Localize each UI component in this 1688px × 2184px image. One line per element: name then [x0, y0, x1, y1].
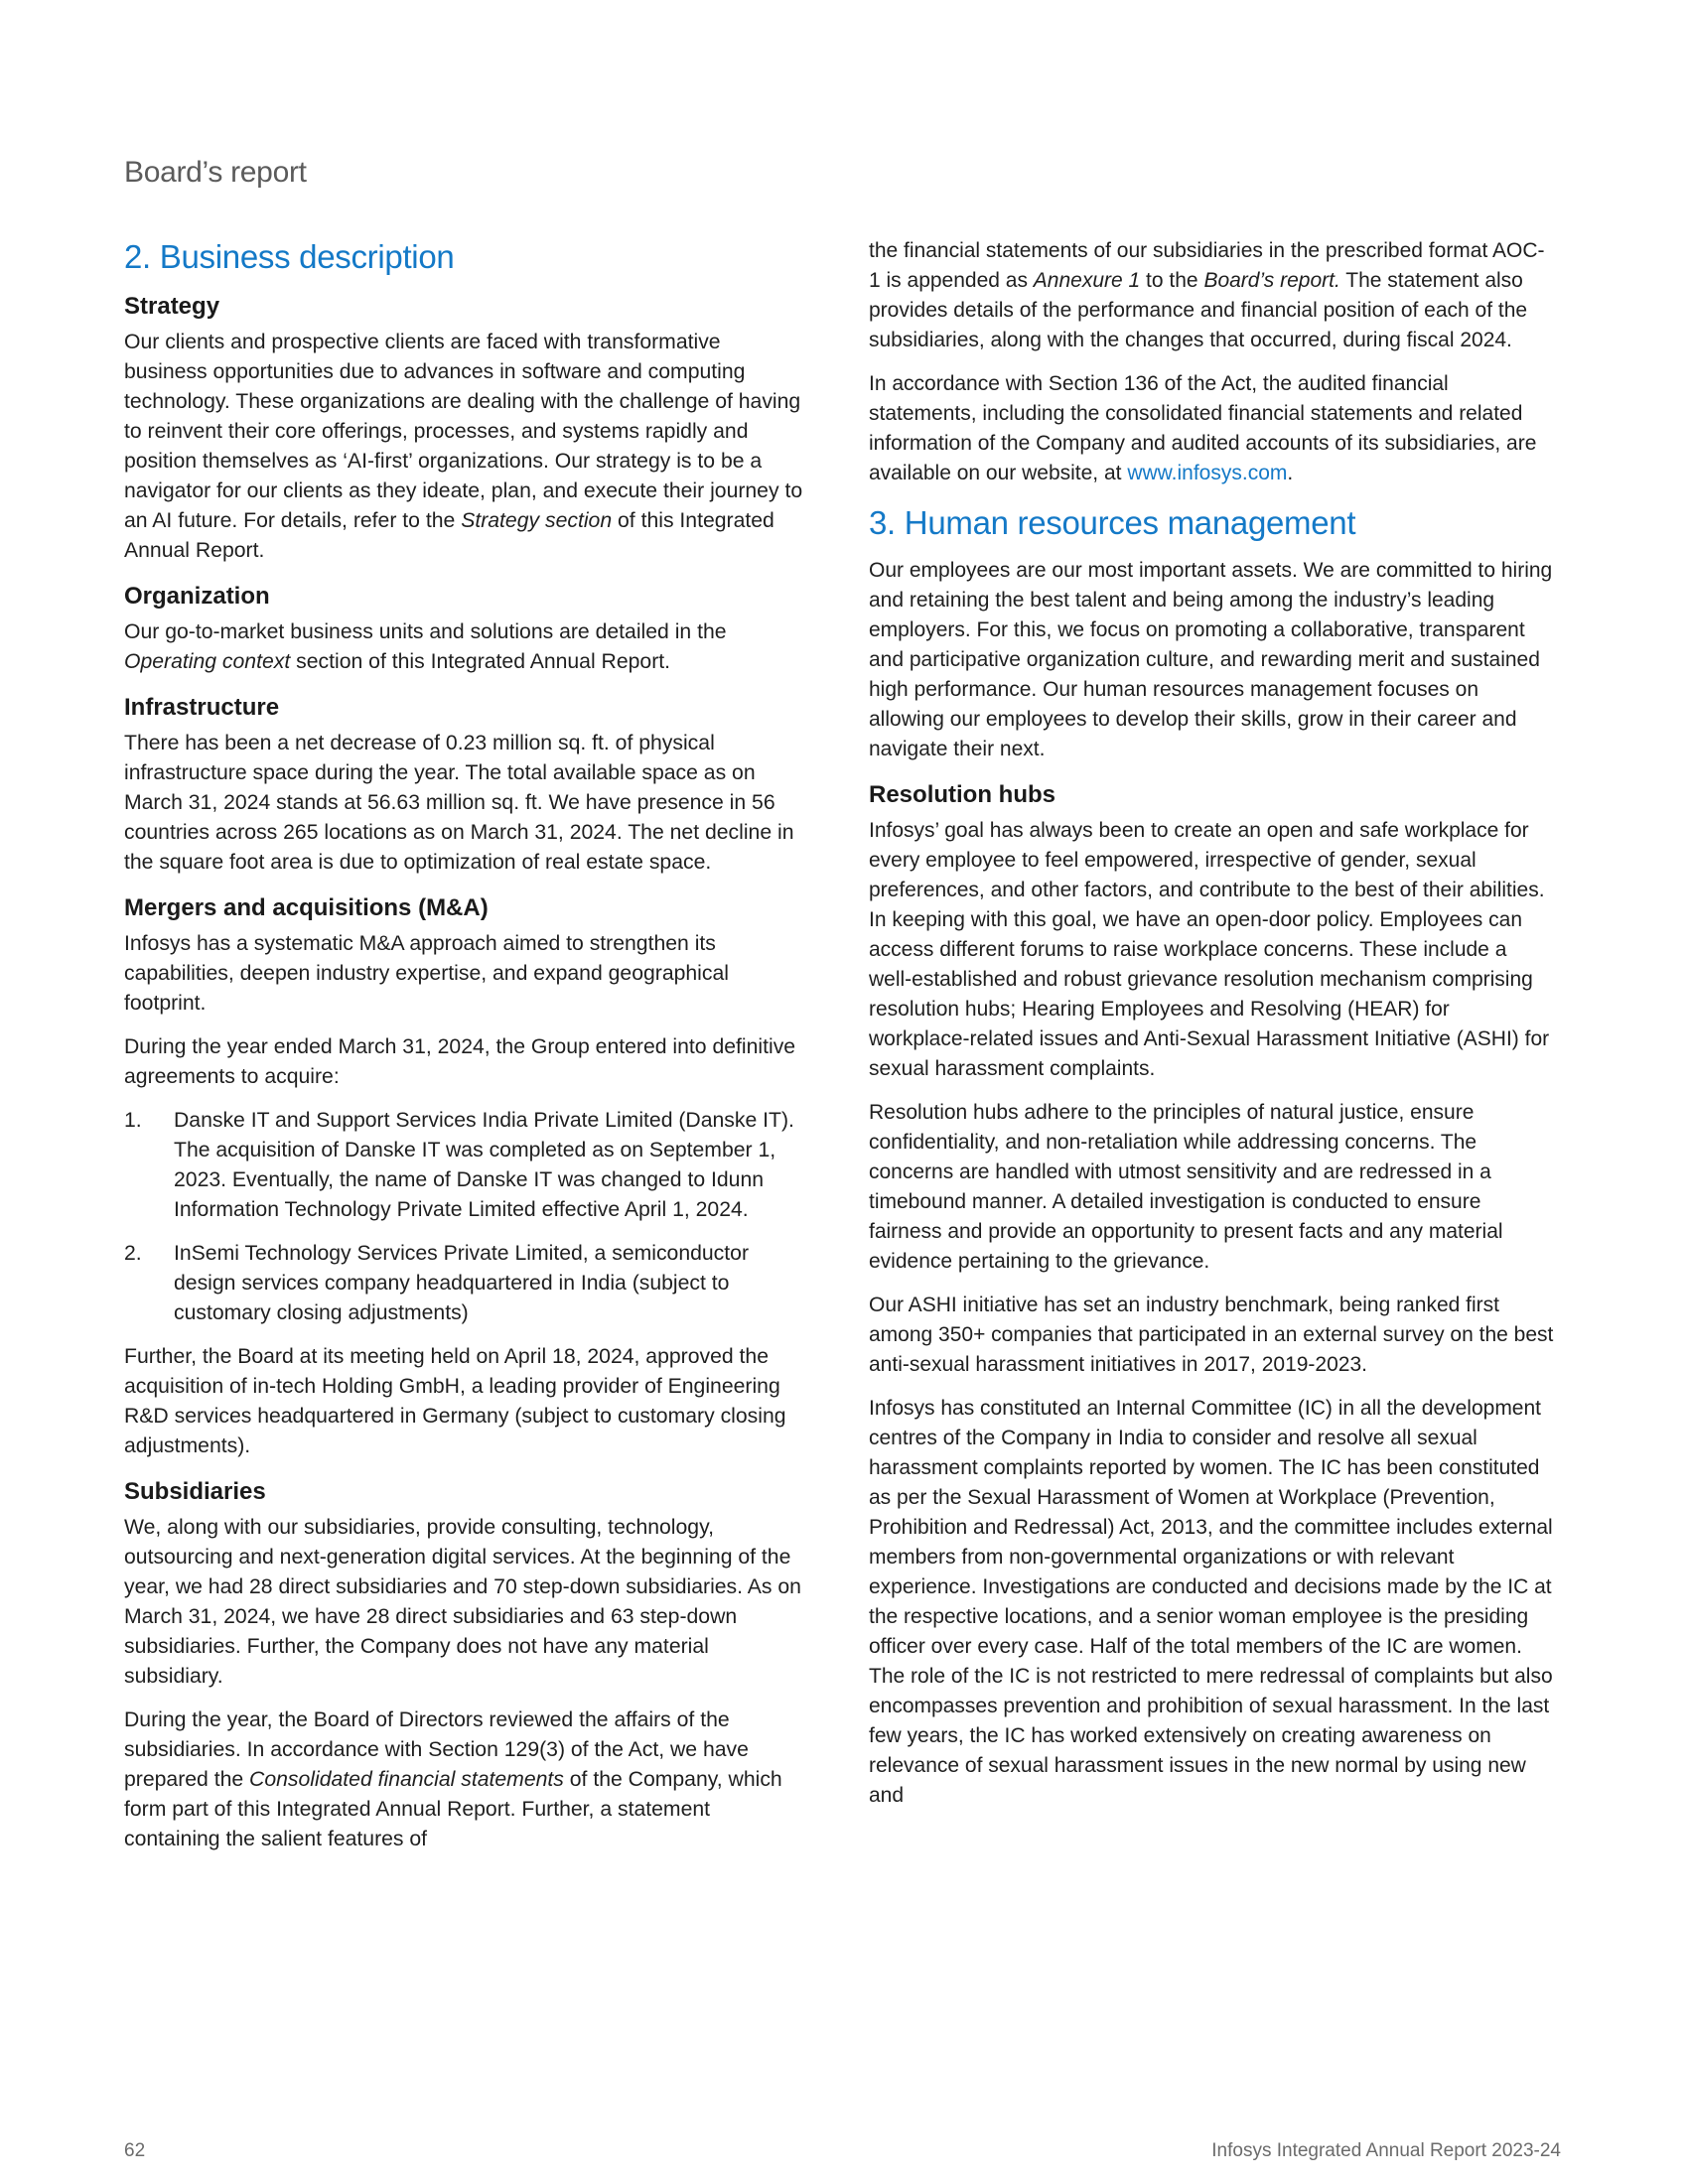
paragraph-resolution-2: Resolution hubs adhere to the principles of natural justice, ensure confidentiality, and non-retaliation while addressing concerns. The concerns are handled with utmost sensitivity and are redressed in a timebound manner. A detailed investigation is conducted to ensure fairness and provide an opportunity to present facts and any material evidence pertaining to the grievance. [869, 1101, 1503, 1273]
paragraph-infrastructure: There has been a net decrease of 0.23 million sq. ft. of physical infrastructure space during the year. The total available space as on March 31, 2024 stands at 56.63 million sq. ft. We have presence in 56 countries across 265 locations as on March 31, 2024. The net decline in the square foot area is due to optimization of real estate space. [124, 732, 794, 874]
paragraph-hr: Our employees are our most important assets. We are committed to hiring and retaining the best talent and being among the industry’s leading employers. For this, we focus on promoting a collaborative, transparent and participative organization culture, and rewarding merit and sustained high performance. Our human resources management focuses on allowing our employees to develop their skills, grow in their career and navigate their next. [869, 559, 1553, 760]
left-column [124, 236, 809, 1868]
right-column [869, 236, 1554, 1825]
section-title-human-resources: 3. Human resources management [869, 504, 1356, 541]
paragraph-organization: Our go-to-market business units and solutions are detailed in the Operating context section of this Integrated Annual Report. [124, 620, 727, 673]
paragraph-ma-1: Infosys has a systematic M&A approach aimed to strengthen its capabilities, deepen industry expertise, and expand geographical footprint. [124, 932, 729, 1015]
paragraph-subsidiaries-2: During the year, the Board of Directors reviewed the affairs of the subsidiaries. In accordance with Section 129(3) of the Act, we have prepared the Consolidated financial statements of the Company, which form part of this Integrated Annual Report. Further, a statement containing the salient features of [124, 1708, 782, 1850]
section-title-business-description: 2. Business description [124, 238, 455, 275]
heading-organization: Organization [124, 583, 270, 610]
paragraph-resolution-3: Our ASHI initiative has set an industry benchmark, being ranked first among 350+ companies that participated in an external survey on the best anti-sexual harassment initiatives in 2017, 2019-2023. [869, 1294, 1554, 1376]
paragraph-strategy: Our clients and prospective clients are faced with transformative business opportunities due to advances in software and computing technology. These organizations are dealing with the challenge of having to reinvent their core offerings, processes, and systems rapidly and position themselves as ‘AI-first’ organizations. Our strategy is to be a navigator for our clients as they ideate, plan, and execute their journey to an AI future. For details, refer to the Strategy section of this Integrated Annual Report. [124, 331, 803, 562]
list-item: 2. InSemi Technology Services Private Limited, a semiconductor design services company headquartered in India (subject to customary closing adjustments) [124, 1242, 750, 1324]
list-item: 1. Danske IT and Support Services India Private Limited (Danske IT). The acquisition of Danske IT was completed as on September 1, 2023. Eventually, the name of Danske IT was changed to Idunn Information Technology Private Limited effective April 1, 2024. [124, 1109, 794, 1221]
paragraph-section-136: In accordance with Section 136 of the Act, the audited financial statements, including the consolidated financial statements and related information of the Company and audited accounts of its subsidiaries, are available on our website, at www.infosys.com. [869, 372, 1537, 484]
paragraph-resolution-1: Infosys’ goal has always been to create an open and safe workplace for every employee to feel empowered, irrespective of gender, sexual preferences, and other factors, and contribute to the best of their abilities. In keeping with this goal, we have an open-door policy. Employees can access different forums to raise workplace concerns. These include a well-established and robust grievance resolution mechanism comprising resolution hubs; Hearing Employees and Resolving (HEAR) for workplace-related issues and Anti-Sexual Harassment Initiative (ASHI) for sexual harassment complaints. [869, 819, 1550, 1080]
paragraph-resolution-4: Infosys has constituted an Internal Committee (IC) in all the development centres of the Company in India to consider and resolve all sexual harassment complaints reported by women. The IC has been constituted as per the Sexual Harassment of Women at Workplace (Prevention, Prohibition and Redressal) Act, 2013, and the committee includes external members from non-governmental organizations or with relevant experience. Investigations are conducted and decisions made by the IC at the respective locations, and a senior woman employee is the presiding officer over every case. Half of the total members of the IC are women. The role of the IC is not restricted to mere redressal of complaints but also encompasses prevention and prohibition of sexual harassment. In the last few years, the IC has worked extensively on creating awareness on relevance of sexual harassment issues in the new normal by using new and [869, 1397, 1553, 1807]
website-link[interactable]: www.infosys.com [1127, 462, 1288, 484]
heading-subsidiaries: Subsidiaries [124, 1478, 266, 1505]
heading-mergers-acquisitions: Mergers and acquisitions (M&A) [124, 894, 489, 921]
paragraph-subsidiaries-1: We, along with our subsidiaries, provide consulting, technology, outsourcing and next-generation digital services. At the beginning of the year, we had 28 direct subsidiaries and 70 step-down subsidiaries. As on March 31, 2024, we have 28 direct subsidiaries and 63 step-down subsidiaries. Further, the Company does not have any material subsidiary. [124, 1516, 801, 1688]
paragraph-ma-3: Further, the Board at its meeting held on April 18, 2024, approved the acquisition of in-tech Holding GmbH, a leading provider of Engineering R&D services headquartered in Germany (subject to customary closing adjustments). [124, 1345, 786, 1457]
page-number: 62 [124, 2140, 146, 2161]
paragraph-subsidiaries-continued: the financial statements of our subsidiaries in the prescribed format AOC-1 is appended as Annexure 1 to the Board’s report. The statement also provides details of the performance and financial position of each of the subsidiaries, along with the changes that occurred, during fiscal 2024. [869, 239, 1545, 351]
report-name: Infosys Integrated Annual Report 2023-24 [1211, 2140, 1561, 2161]
heading-infrastructure: Infrastructure [124, 694, 280, 721]
page-header-title: Board’s report [124, 156, 307, 189]
acquisitions-list [124, 1106, 809, 1328]
paragraph-ma-2: During the year ended March 31, 2024, the Group entered into definitive agreements to acquire: [124, 1035, 796, 1088]
heading-resolution-hubs: Resolution hubs [869, 781, 1055, 808]
heading-strategy: Strategy [124, 293, 220, 320]
